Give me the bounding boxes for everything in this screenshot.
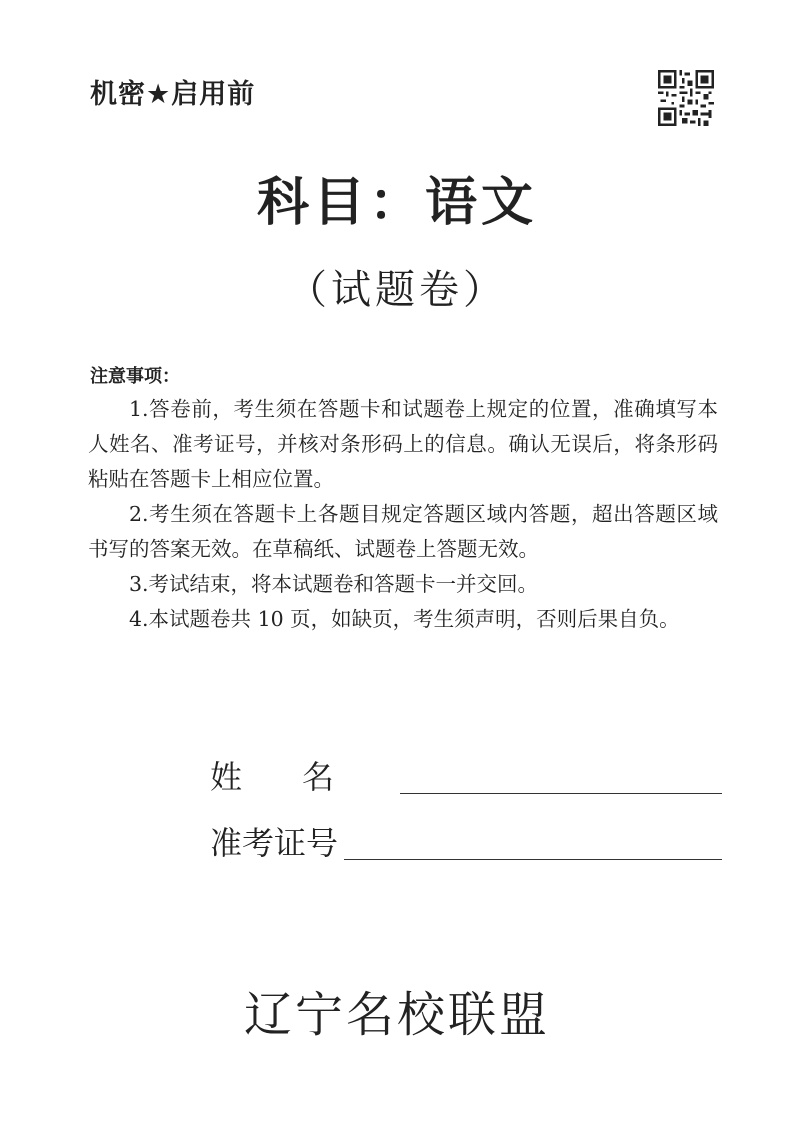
notice-item: 4.本试题卷共 10 页，如缺页，考生须声明，否则后果自负。 — [129, 607, 680, 631]
paper-type-label: （试题卷） — [287, 267, 507, 313]
subject-title: 科目：语文 — [256, 173, 537, 233]
ticket-number-input-line[interactable] — [344, 859, 722, 860]
organization-name: 辽宁名校联盟 — [243, 987, 550, 1043]
name-input-line[interactable] — [400, 793, 722, 794]
notice-item: 2.考生须在答题卡上各题目规定答题区域内答题，超出答题区域书写的答案无效。在草稿纸、试题卷上答题无效。 — [88, 502, 718, 561]
notice-item: 3.考试结束，将本试题卷和答题卡一并交回。 — [129, 572, 539, 596]
qr-code-icon — [658, 70, 714, 126]
ticket-number-label: 准考证号 — [210, 824, 339, 862]
notice-list — [88, 392, 718, 637]
name-field-row — [210, 752, 722, 798]
notice-item: 1.答卷前，考生须在答题卡和试题卷上规定的位置，准确填写本人姓名、准考证号，并核对条形码上的信息。确认无误后，将条形码粘贴在答题卡上相应位置。 — [88, 397, 718, 491]
confidential-label: 机密★启用前 — [90, 79, 256, 110]
ticket-field-row — [210, 818, 722, 864]
notice-heading: 注意事项： — [90, 366, 180, 387]
name-label: 姓名 — [210, 758, 395, 796]
